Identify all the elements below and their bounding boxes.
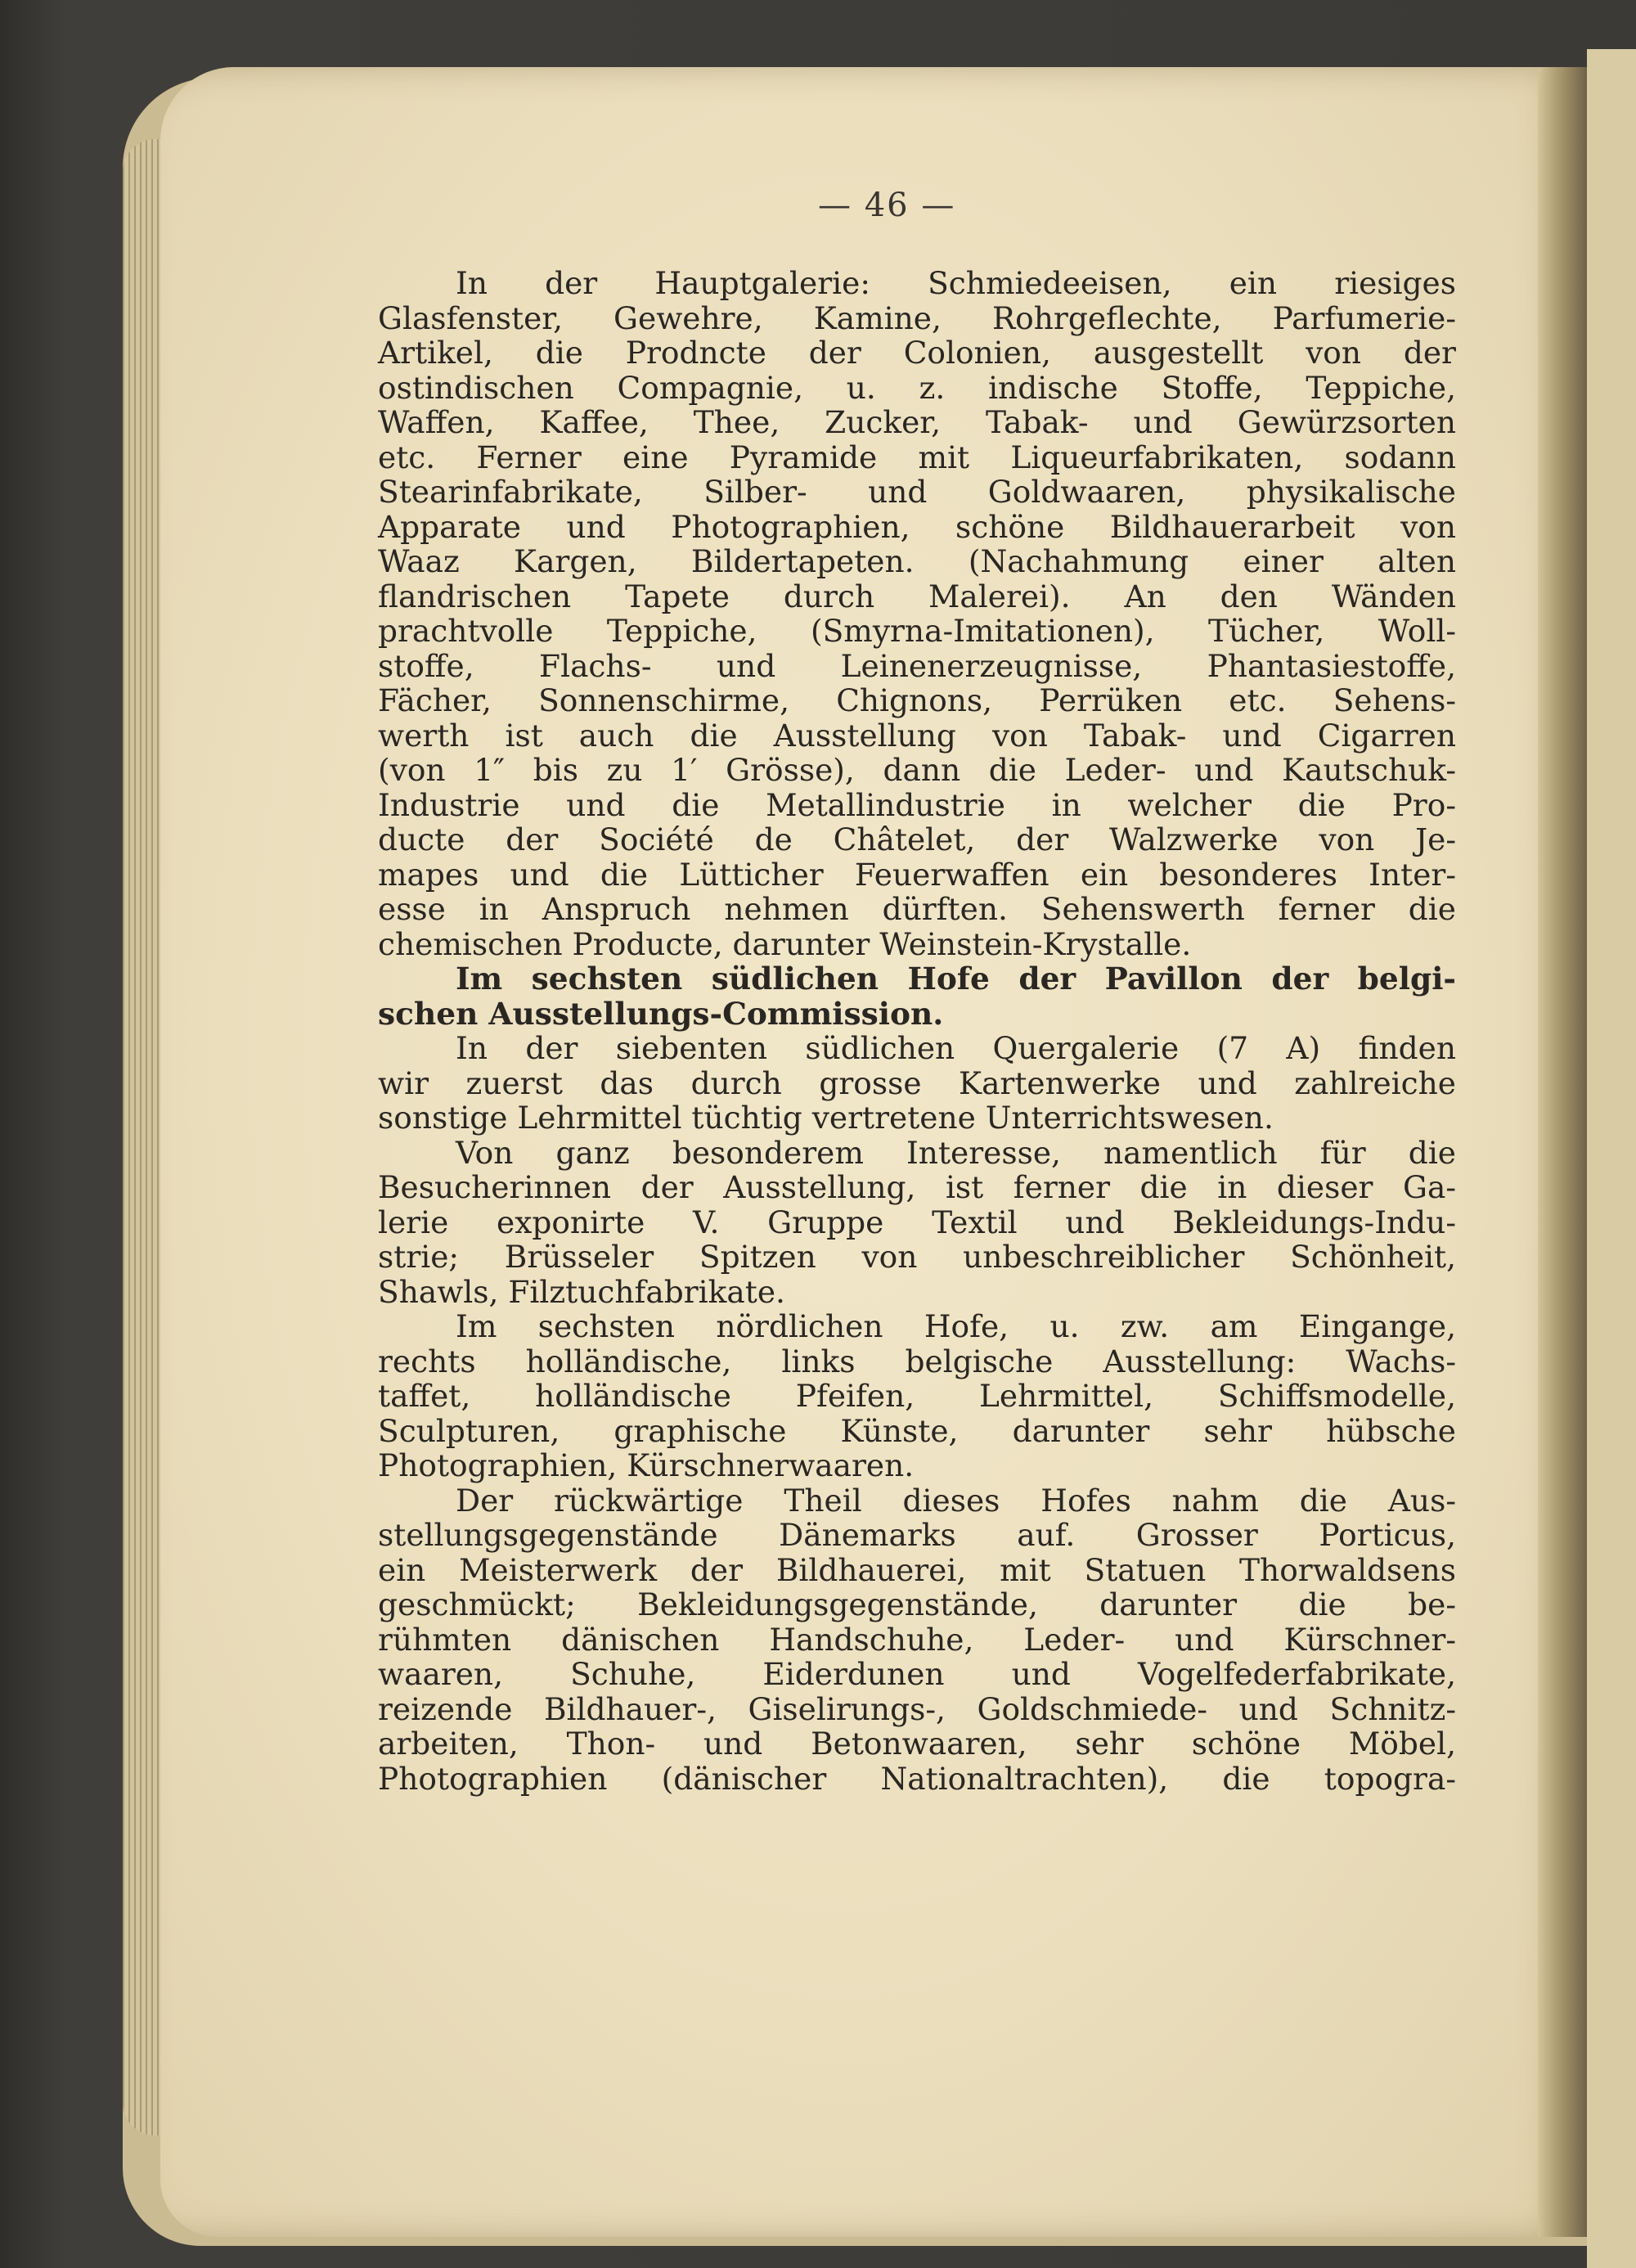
text-line: Im sechsten nördlichen Hofe, u. zw. am Eingange, [456,1308,1456,1344]
text-line: sonstige Lehrmittel tüchtig vertretene Unterrichtswesen. [378,1100,1274,1136]
text-line: Photographien (dänischer Nationaltrachten), die topogra- [378,1760,1456,1797]
text-line: (von 1″ bis zu 1′ Grösse), dann die Leder- und Kautschuk- [378,752,1456,788]
text-line: ein Meisterwerk der Bildhauerei, mit Statuen Thorwaldsens [378,1551,1456,1588]
text-line: Waaz Kargen, Bildertapeten. (Nachahmung einer alten [378,543,1456,579]
text-line: Waffen, Kaffee, Thee, Zucker, Tabak- und Gewürzsorten [378,404,1456,440]
text-line: wir zuerst das durch grosse Kartenwerke und zahlreiche [378,1064,1456,1101]
text-line: taffet, holländische Pfeifen, Lehrmittel, Schiffsmodelle, [378,1378,1456,1414]
facing-page-edge [1587,49,1636,2268]
text-line: flandrischen Tapete durch Malerei). An den Wänden [378,578,1456,614]
text-line: geschmückt; Bekleidungsgegenstände, darunter die be- [378,1586,1456,1622]
text-line: Besucherinnen der Ausstellung, ist ferner die in dieser Ga- [378,1169,1456,1205]
text-line: ostindischen Compagnie, u. z. indische Stoffe, Teppiche, [378,369,1456,406]
heading-line: Im sechsten südlichen Hofe der Pavillon der belgi- [456,961,1456,997]
text-line: Photographien, Kürschnerwaaren. [378,1447,915,1483]
text-line: stoffe, Flachs- und Leinenerzeugnisse, Phantasiestoffe, [378,647,1456,684]
text-line: Apparate und Photographien, schöne Bildhauerarbeit von [378,508,1456,545]
text-line: prachtvolle Teppiche, (Smyrna-Imitationen), Tücher, Woll- [378,613,1456,649]
text-line: Fächer, Sonnenschirme, Chignons, Perrüken etc. Sehens- [378,682,1456,718]
text-line: etc. Ferner eine Pyramide mit Liqueurfabrikaten, sodann [378,439,1456,475]
text-line: waaren, Schuhe, Eiderdunen und Vogelfederfabrikate, [378,1656,1456,1692]
text-line: In der Hauptgalerie: Schmiedeeisen, ein riesiges [456,265,1456,301]
book-gutter [1538,67,1587,2237]
page-number: — 46 — [818,187,956,224]
text-line: rechts holländische, links belgische Ausstellung: Wachs- [378,1343,1456,1379]
text-line: chemischen Producte, darunter Weinstein-Krystalle. [378,925,1192,962]
heading-line: schen Ausstellungs-Commission. [378,995,944,1032]
text-line: werth ist auch die Ausstellung von Tabak- und Cigarren [378,717,1456,754]
text-line: esse in Anspruch nehmen dürften. Sehenswerth ferner die [378,891,1456,927]
text-line: mapes und die Lütticher Feuerwaffen ein besonderes Inter- [378,856,1456,893]
text-line: In der siebenten südlichen Quergalerie (7 A) finden [456,1030,1456,1066]
text-line: Der rückwärtige Theil dieses Hofes nahm die Aus- [456,1482,1456,1519]
text-line: Stearinfabrikate, Silber- und Goldwaaren, physikalische [378,474,1456,510]
page-text [378,266,1456,1796]
text-line: Sculpturen, graphische Künste, darunter sehr hübsche [378,1412,1456,1449]
text-line: ducte der Société de Châtelet, der Walzwerke von Je- [378,821,1456,857]
text-line: stellungsgegenstände Dänemarks auf. Grosser Porticus, [378,1517,1456,1553]
text-line: Glasfenster, Gewehre, Kamine, Rohrgeflechte, Parfumerie- [378,299,1456,336]
text-line: arbeiten, Thon- und Betonwaaren, sehr schöne Möbel, [378,1726,1456,1762]
text-line: Shawls, Filztuchfabrikate. [378,1273,785,1310]
text-line: lerie exponirte V. Gruppe Textil und Bekleidungs-Indu- [378,1204,1456,1240]
text-line: strie; Brüsseler Spitzen von unbeschreiblicher Schönheit, [378,1239,1456,1275]
text-line: Industrie und die Metallindustrie in welcher die Pro- [378,786,1456,823]
text-line: rühmten dänischen Handschuhe, Leder- und Kürschner- [378,1621,1456,1658]
text-line: Von ganz besonderem Interesse, namentlich für die [456,1134,1456,1171]
text-line: reizende Bildhauer-, Giselirungs-, Goldschmiede- und Schnitz- [378,1690,1456,1727]
text-line: Artikel, die Prodncte der Colonien, ausgestellt von der [378,335,1456,371]
